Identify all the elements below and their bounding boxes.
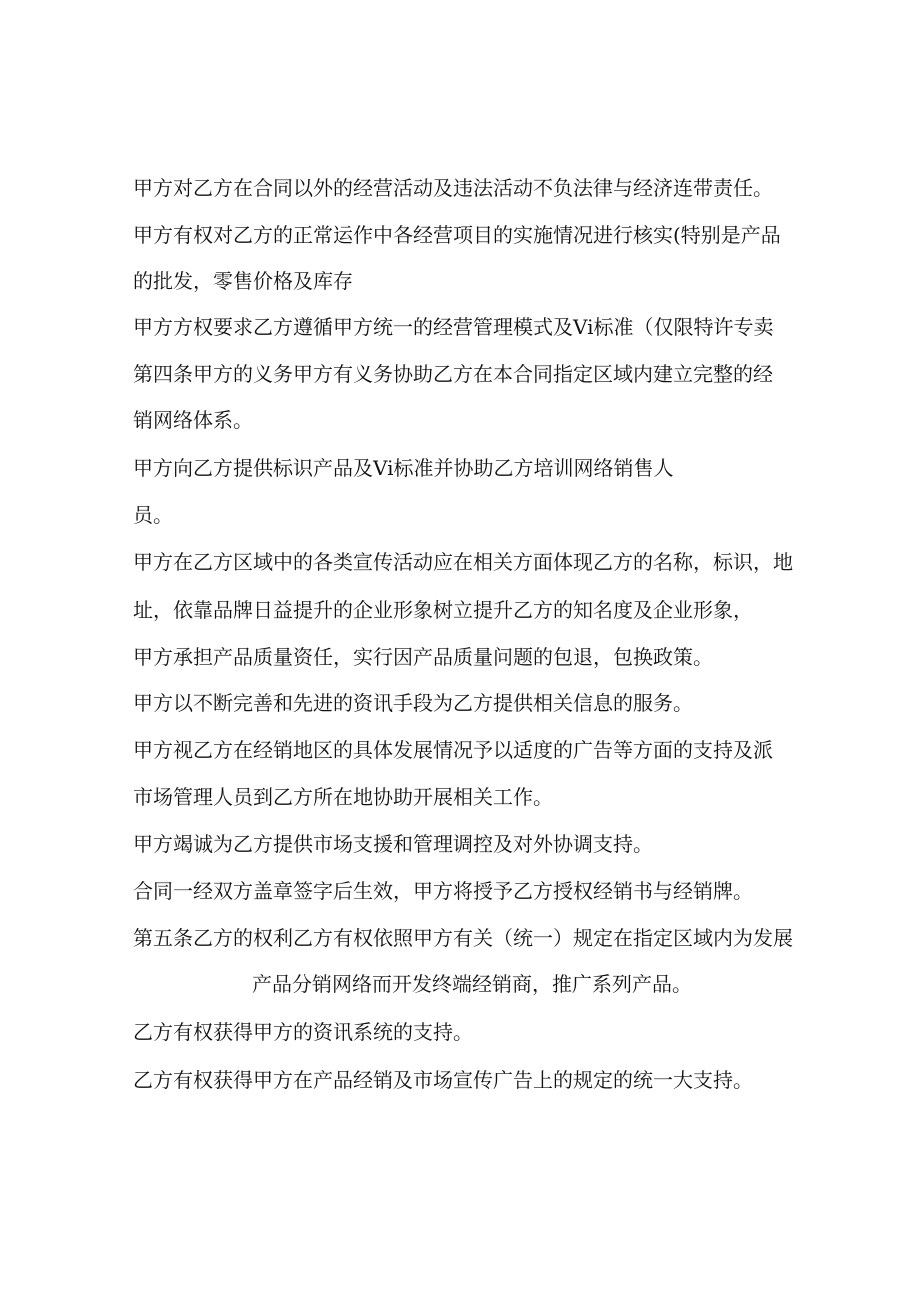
paragraph-line: 第四条甲方的义务甲方有义务协助乙方在本合同指定区域内建立完整的经 [133,362,773,386]
paragraph-line: 乙方有权获得甲方在产品经销及市场宣传广告上的规定的统一大支持。 [133,1068,753,1092]
paragraph-line-indented: 产品分销网络而开发终端经销商，推广系列产品。 [252,972,692,996]
paragraph-line: 的批发，零售价格及库存 [133,269,353,293]
paragraph-line: 甲方向乙方提供标识产品及Vi标准并协助乙方培训网络销售人 [133,456,674,480]
paragraph-line: 员。 [133,503,173,527]
paragraph-line: 址，依靠品牌日益提升的企业形象树立提升乙方的知名度及企业形象， [133,598,753,622]
paragraph-line: 甲方以不断完善和先进的资讯手段为乙方提供相关信息的服务。 [133,691,693,715]
paragraph-line: 甲方对乙方在合同以外的经营活动及违法活动不负法律与经济连带责任。 [133,176,773,200]
paragraph-line: 第五条乙方的权利乙方有权依照甲方有关（统一）规定在指定区域内为发展 [133,926,793,950]
paragraph-line: 市场管理人员到乙方所在地协助开展相关工作。 [133,785,553,809]
paragraph-line: 甲方竭诚为乙方提供市场支援和管理调控及对外协调支持。 [133,832,653,856]
paragraph-line: 甲方有权对乙方的正常运作中各经营项目的实施情况进行核实(特别是产品 [133,223,781,247]
paragraph-line: 合同一经双方盖章签字后生效，甲方将授予乙方授权经销书与经销牌。 [133,879,753,903]
paragraph-line: 乙方有权获得甲方的资讯系统的支持。 [133,1020,473,1044]
paragraph-line: 甲方承担产品质量资任，实行因产品质量问题的包退，包换政策。 [133,645,713,669]
paragraph-line: 甲方在乙方区域中的各类宣传活动应在相关方面体现乙方的名称，标识，地 [133,550,793,574]
paragraph-line: 销网络体系。 [133,408,253,432]
paragraph-line: 甲方方权要求乙方遵循甲方统一的经营管理模式及Vi标准（仅限特许专卖 [133,315,774,339]
paragraph-line: 甲方视乙方在经销地区的具体发展情况予以适度的广告等方面的支持及派 [133,738,773,762]
